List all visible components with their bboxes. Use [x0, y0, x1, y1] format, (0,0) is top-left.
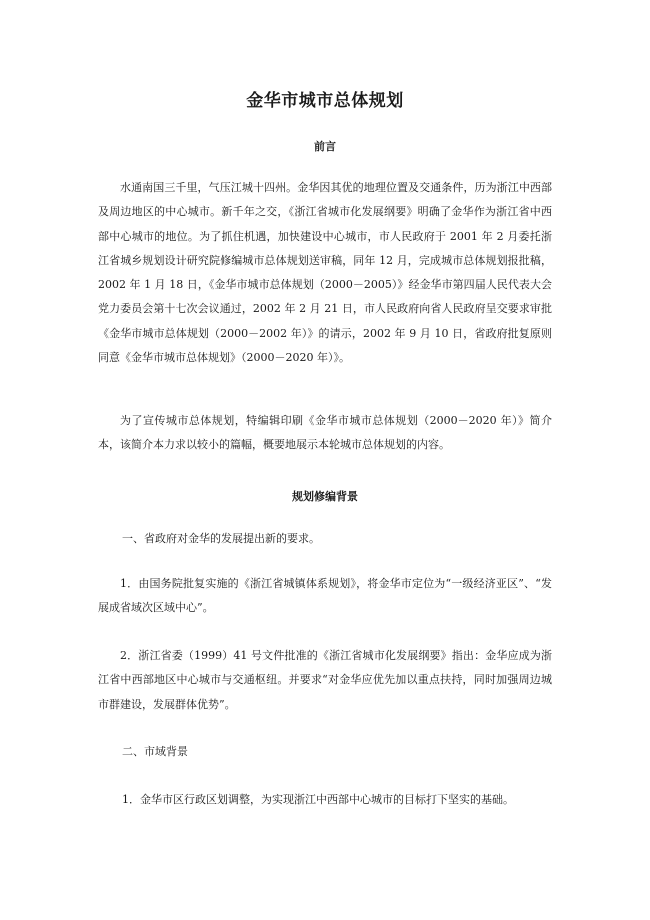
background-heading: 规划修编背景: [292, 490, 358, 503]
section-title: 一、省政府对金华的发展提出新的要求。: [122, 532, 320, 545]
list-item: 1．金华市区行政区划调整，为实现浙江中西部中心城市的目标打下坚实的基础。: [122, 793, 514, 806]
list-item: 2．浙江省委（1999）41 号文件批准的《浙江省城市化发展纲要》指出：金华应成为浙江省中西部地区中心城市与交通枢纽。并要求“对金华应优先加以重点扶持，同时加强周边城市群建设，发展群体优势”。: [98, 649, 552, 711]
preface-heading: 前言: [314, 140, 336, 153]
preface-paragraph: 为了宣传城市总体规划，特编辑印刷《金华市城市总体规划（2000－2020 年）》简介本，该简介本力求以较小的篇幅，概要地展示本轮城市总体规划的内容。: [98, 414, 552, 452]
document-title: 金华市城市总体规划: [246, 91, 404, 111]
preface-paragraph: 水通南国三千里，气压江城十四州。金华因其优的地理位置及交通条件，历为浙江中西部及周边地区的中心城市。新千年之交，《浙江省城市化发展纲要》明确了金华作为浙江省中西部中心城市的地位。为了抓住机遇，加快建设中心城市，市人民政府于 2001 年 2 月委托浙江省城乡规划设计研究院修编城市总体规划送审稿，同年 12 月，完成城市总体规划报批稿，2002 年 1 月 18 日，《金华市城市总体规划（2000－2005）》经金华市第四届人民代表大会党力委员会第十七次会议通过，2002 年 2 月 21 日，市人民政府向省人民政府呈交要求审批《金华市城市总体规划（2000－2002 年）》的请示，2002 年 9 月 10 日，省政府批复原则同意《金华市城市总体规划》（2000－2020 年）》。: [98, 181, 552, 365]
section-title: 二、市域背景: [122, 745, 188, 758]
list-item: 1．由国务院批复实施的《浙江省城镇体系规划》，将金华市定位为“一级经济亚区”、“发展成省域次区域中心”。: [98, 577, 552, 615]
